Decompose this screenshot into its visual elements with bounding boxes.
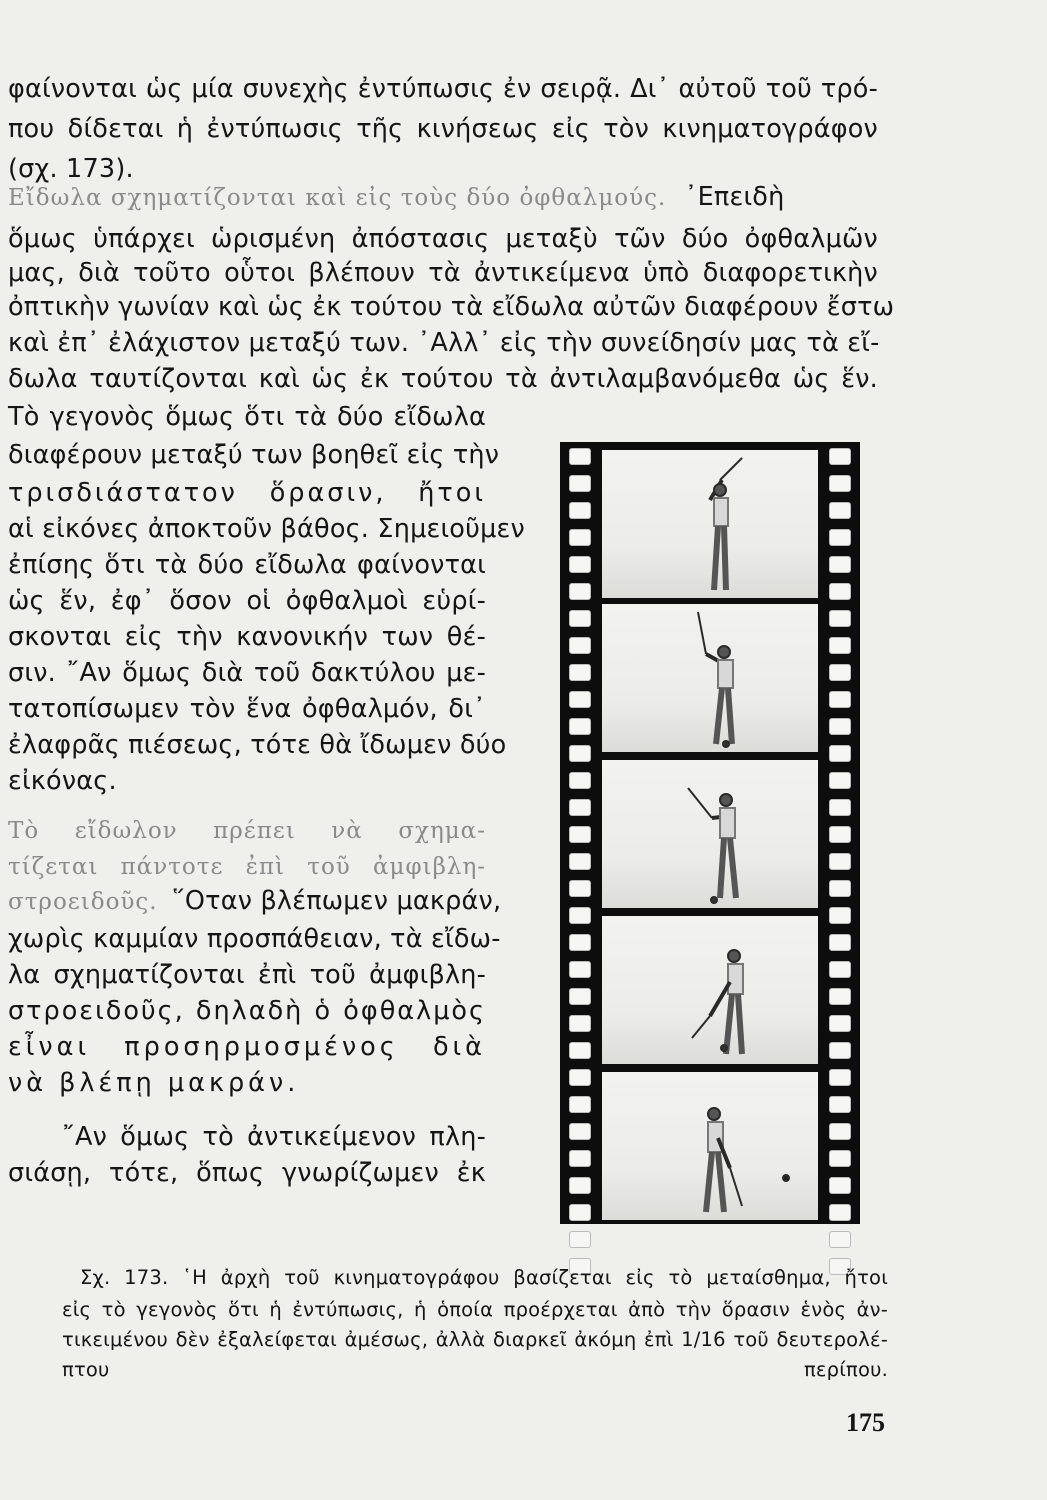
text-line: λα σχηματίζονται ἐπὶ τοῦ ἀμφιβλη- [8, 960, 486, 990]
text-line: σιν. ῎Αν ὅμως διὰ τοῦ δακτύλου με- [8, 658, 486, 688]
section-heading: τίζεται πάντοτε ἐπὶ τοῦ ἀμφιβλη- [8, 854, 486, 880]
sprocket-hole [569, 1123, 591, 1140]
sprocket-hole [829, 1069, 851, 1086]
sprocket-hole [829, 745, 851, 762]
sprocket-hole [569, 1231, 591, 1248]
sprocket-hole [829, 934, 851, 951]
sprocket-hole [829, 988, 851, 1005]
sprocket-hole [569, 1204, 591, 1221]
sprocket-hole [829, 853, 851, 870]
sprocket-hole [569, 556, 591, 573]
section-heading: Τὸ εἴδωλον πρέπει νὰ σχημα- [8, 818, 486, 844]
sprocket-hole [829, 529, 851, 546]
sprocket-hole [569, 961, 591, 978]
golfer-image [602, 1072, 818, 1220]
sprocket-hole [569, 853, 591, 870]
caption-line: πτου περίπου. [62, 1358, 888, 1381]
section-heading-line [8, 180, 878, 215]
text-line: (σχ. 173). [8, 154, 134, 184]
sprocket-hole [569, 988, 591, 1005]
text-line: αἱ εἰκόνες ἀποκτοῦν βάθος. Σημειοῦμεν [8, 514, 525, 544]
sprocket-hole [829, 1177, 851, 1194]
film-frame-3 [602, 760, 818, 908]
text-line: σιάσῃ, τότε, ὅπως γνωρίζωμεν ἐκ [8, 1158, 486, 1188]
sprocket-holes-left [569, 448, 591, 1285]
sprocket-hole [829, 556, 851, 573]
golfer-image [602, 760, 818, 908]
sprocket-hole [569, 1015, 591, 1032]
sprocket-hole [569, 1096, 591, 1113]
page-number: 175 [846, 1408, 885, 1437]
sprocket-hole [829, 664, 851, 681]
sprocket-hole [829, 907, 851, 924]
film-frame-1 [602, 450, 818, 598]
sprocket-hole [829, 691, 851, 708]
golfer-image [602, 604, 818, 752]
sprocket-hole [829, 637, 851, 654]
caption-line: τικειμένου δὲν ἐξαλείφεται ἀμέσως, ἀλλὰ διαρκεῖ ἀκόμη ἐπὶ 1/16 τοῦ δευτερολέ- [62, 1328, 888, 1351]
golfer-image [602, 450, 818, 598]
sprocket-hole [829, 826, 851, 843]
sprocket-hole [569, 880, 591, 897]
film-strip-figure [560, 442, 860, 1224]
text-line: εἶναι προσηρμοσμένος διὰ [8, 1032, 486, 1062]
caption-line: εἰς τὸ γεγονὸς ὅτι ἡ ἐντύπωσις, ἡ ὁποία προέρχεται ἀπὸ τὴν ὅρασιν ἑνὸς ἀν- [62, 1298, 888, 1321]
sprocket-hole [569, 691, 591, 708]
text-line: εἰκόνας. [8, 766, 117, 796]
text-line: ἐπίσης ὅτι τὰ δύο εἴδωλα φαίνονται [8, 550, 486, 580]
sprocket-hole [829, 1015, 851, 1032]
text-line: καὶ ἐπ᾿ ἐλάχιστον μεταξύ των. ᾿Αλλ᾿ εἰς τὴν συνείδησίν μας τὰ εἴ- [8, 328, 880, 358]
sprocket-hole [569, 448, 591, 465]
text-line: ῎Αν ὅμως τὸ ἀντικείμενον πλη- [62, 1122, 486, 1152]
sprocket-hole [569, 475, 591, 492]
sprocket-hole [829, 1096, 851, 1113]
sprocket-hole [829, 1150, 851, 1167]
text-line: φαίνονται ὡς μία συνεχὴς ἐντύπωσις ἐν σειρᾷ. Δι᾿ αὐτοῦ τοῦ τρό- [8, 74, 878, 104]
text-line-tail: ῞Οταν βλέπωμεν μακράν, [171, 886, 502, 916]
text-line: Τὸ γεγονὸς ὅμως ὅτι τὰ δύο εἴδωλα [8, 402, 486, 432]
sprocket-hole [569, 934, 591, 951]
sprocket-hole [569, 637, 591, 654]
film-frame-2 [602, 604, 818, 752]
sprocket-hole [569, 583, 591, 600]
sprocket-hole [569, 718, 591, 735]
text-line: νὰ βλέπῃ μακράν. [8, 1068, 300, 1098]
sprocket-hole [569, 772, 591, 789]
text-line: ὅμως ὑπάρχει ὡρισμένη ἀπόστασις μεταξὺ τῶν δύο ὀφθαλμῶν [8, 224, 878, 254]
sprocket-hole [829, 1231, 851, 1248]
text-line: ὡς ἕν, ἐφ᾿ ὅσον οἱ ὀφθαλμοὶ εὑρί- [8, 586, 486, 616]
caption-line: Σχ. 173. ῾Η ἀρχὴ τοῦ κινηματογράφου βασίζεται εἰς τὸ μεταίσθημα, ἤτοι [80, 1266, 888, 1289]
sprocket-hole [829, 502, 851, 519]
text-line: διαφέρουν μεταξύ των βοηθεῖ εἰς τὴν [8, 440, 500, 470]
film-frame-5 [602, 1072, 818, 1220]
text-line: που δίδεται ἡ ἐντύπωσις τῆς κινήσεως εἰς τὸν κινηματογράφον [8, 114, 878, 144]
sprocket-hole [829, 583, 851, 600]
sprocket-hole [829, 610, 851, 627]
section-heading: στροειδοῦς. [8, 889, 158, 915]
text-line: τατοπίσωμεν τὸν ἕνα ὀφθαλμόν, δι᾿ [8, 694, 486, 724]
text-line-tail: ᾿Επειδὴ [684, 182, 785, 212]
sprocket-hole [829, 799, 851, 816]
sprocket-hole [569, 502, 591, 519]
sprocket-hole [569, 529, 591, 546]
sprocket-hole [569, 745, 591, 762]
text-line: στροειδοῦς, δηλαδὴ ὁ ὀφθαλμὸς [8, 996, 486, 1026]
sprocket-hole [569, 907, 591, 924]
sprocket-hole [569, 826, 591, 843]
sprocket-hole [829, 1204, 851, 1221]
sprocket-hole [829, 448, 851, 465]
sprocket-holes-right [829, 448, 851, 1285]
text-line: μας, διὰ τοῦτο οὗτοι βλέπουν τὰ ἀντικείμενα ὑπὸ διαφορετικὴν [8, 258, 878, 288]
text-line: σκονται εἰς τὴν κανονικήν των θέ- [8, 622, 486, 652]
section-heading-line [8, 884, 502, 919]
text-line: ἐλαφρᾶς πιέσεως, τότε θὰ ἴδωμεν δύο [8, 730, 507, 760]
sprocket-hole [829, 880, 851, 897]
text-line: ὀπτικὴν γωνίαν καὶ ὡς ἐκ τούτου τὰ εἴδωλα αὐτῶν διαφέρουν ἔστω [8, 292, 895, 322]
sprocket-hole [569, 610, 591, 627]
text-line: δωλα ταυτίζονται καὶ ὡς ἐκ τούτου τὰ ἀντιλαμβανόμεθα ὡς ἕν. [8, 364, 878, 394]
sprocket-hole [569, 799, 591, 816]
sprocket-hole [569, 1177, 591, 1194]
sprocket-hole [829, 1042, 851, 1059]
sprocket-hole [829, 961, 851, 978]
sprocket-hole [829, 718, 851, 735]
sprocket-hole [829, 475, 851, 492]
golfer-image [602, 916, 818, 1064]
sprocket-hole [569, 1069, 591, 1086]
sprocket-hole [569, 1150, 591, 1167]
text-line: τρισδιάστατον ὅρασιν, ἤτοι [8, 478, 486, 508]
section-heading: Εἴδωλα σχηματίζονται καὶ εἰς τοὺς δύο ὀφθαλμούς. [8, 185, 667, 211]
film-frame-4 [602, 916, 818, 1064]
sprocket-hole [569, 664, 591, 681]
sprocket-hole [829, 772, 851, 789]
sprocket-hole [829, 1123, 851, 1140]
sprocket-hole [569, 1042, 591, 1059]
text-line: χωρὶς καμμίαν προσπάθειαν, τὰ εἴδω- [8, 924, 501, 954]
